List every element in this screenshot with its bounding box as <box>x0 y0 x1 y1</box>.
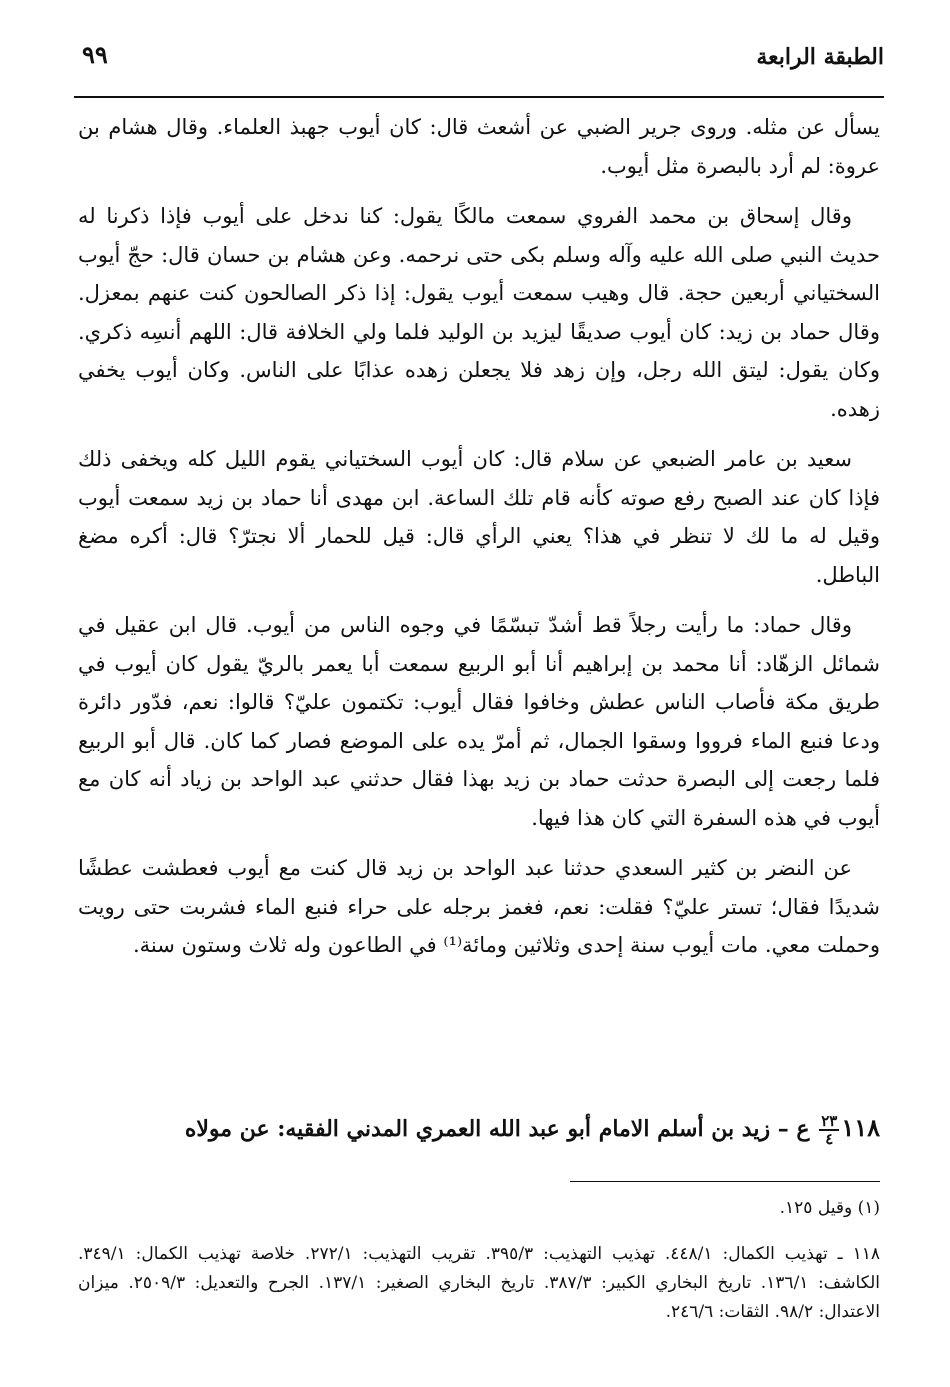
paragraph-2: وقال إسحاق بن محمد الفروي سمعت مالكًا يقول: كنا ندخل على أيوب فإذا ذكرنا له حديث النبي صلى الله عليه وآله وسلم بكى حتى نرحمه. وعن هشام بن حسان قال: حجّ أيوب السختياني أربعين حجة. قال وهيب سمعت أيوب يقول: إذا ذكر الصالحون كنت عنهم بمعزل. وقال حماد بن زيد: كان أيوب صديقًا ليزيد بن الوليد فلما ولي الخلافة قال: اللهم أنسِه ذكري. وكان يقول: ليتق الله رجل، وإن زهد فلا يجعلن زهده عذابًا على الناس. وكان أيوب يخفي زهده. <box>78 204 880 421</box>
chapter-title: الطبقة الرابعة <box>756 44 884 70</box>
page-header <box>74 30 884 90</box>
entry-number: ١١٨ <box>841 1113 880 1142</box>
page-number: ٩٩ <box>82 40 108 69</box>
fraction-denominator: ٤ <box>825 1130 834 1148</box>
header-divider <box>74 96 884 98</box>
footnote-1: (١) وقيل ١٢٥. <box>779 1198 880 1218</box>
paragraph-5: عن النضر بن كثير السعدي حدثنا عبد الواحد بن زيد قال كنت مع أيوب فعطشت عطشًا شديدًا فقال؛ تستر عليّ؟ فقلت: نعم، فغمز برجله على حراء فنبع الماء فشربت حتى رويت وحملت معي. مات أيوب سنة إحدى وثلاثين ومائة⁽¹⁾ في الطاعون وله ثلاث وستون سنة. <box>78 856 880 957</box>
main-text <box>78 108 880 977</box>
entry-text: ع – زيد بن أسلم الامام أبو عبد الله العمري المدني الفقيه: عن مولاه <box>184 1116 810 1142</box>
biography-entry-heading <box>78 1108 880 1149</box>
paragraph-1: يسأل عن مثله. وروى جرير الضبي عن أشعث قال: كان أيوب جهبذ العلماء. وقال هشام بن عروة: لم أرد بالبصرة مثل أيوب. <box>78 115 880 178</box>
paragraph-3: سعيد بن عامر الضبعي عن سلام قال: كان أيوب السختياني يقوم الليل كله ويخفى ذلك فإذا كان عند الصبح رفع صوته كأنه قام تلك الساعة. ابن مهدى أنا حماد بن زيد سمعت أيوب وقيل له ما لك لا تنظر في هذا؟ يعني الرأي قال: قيل للحمار ألا نجترّ؟ قال: أكره مضغ الباطل. <box>78 447 880 587</box>
paragraph-4: وقال حماد: ما رأيت رجلاً قط أشدّ تبسّمًا في وجوه الناس من أيوب. قال ابن عقيل في شمائل الزهّاد: أنا محمد بن إبراهيم أنا أبو الربيع سمعت أبا يعمر بالريّ يقول كان أيوب في طريق مكة فأصاب الناس عطش وخافوا فقال أيوب: تكتمون عليّ؟ قالوا: نعم، فدّور دائرة ودعا فنبع الماء فرووا وسقوا الجمال، ثم أمرّ يده على الموضع فصار كما كان. قال أبو الربيع فلما رجعت إلى البصرة حدثت حماد بن زيد بهذا فقال حدثني عبد الواحد بن زياد أنه كان مع أيوب في هذه السفرة التي كان هذا فيها. <box>78 613 880 830</box>
footnote-divider <box>570 1181 880 1182</box>
bibliography-note: ١١٨ ـ تهذيب الكمال: ٤٤٨/١. تهذيب التهذيب: ٣٩٥/٣. تقريب التهذيب: ٢٧٢/١. خلاصة تهذيب الكمال: ٣٤٩/١. الكاشف: ١٣٦/١. تاريخ البخاري الكبير: ٣٨٧/٣. تاريخ البخاري الصغير: ١٣٧/١. الجرح والتعديل: ٢٥٠٩/٣. ميزان الاعتدال: ٩٨/٢. الثقات: ٢٤٦/٦. <box>78 1244 880 1322</box>
fraction-numerator: ٢٣ <box>821 1112 838 1130</box>
entry-fraction <box>819 1113 839 1147</box>
